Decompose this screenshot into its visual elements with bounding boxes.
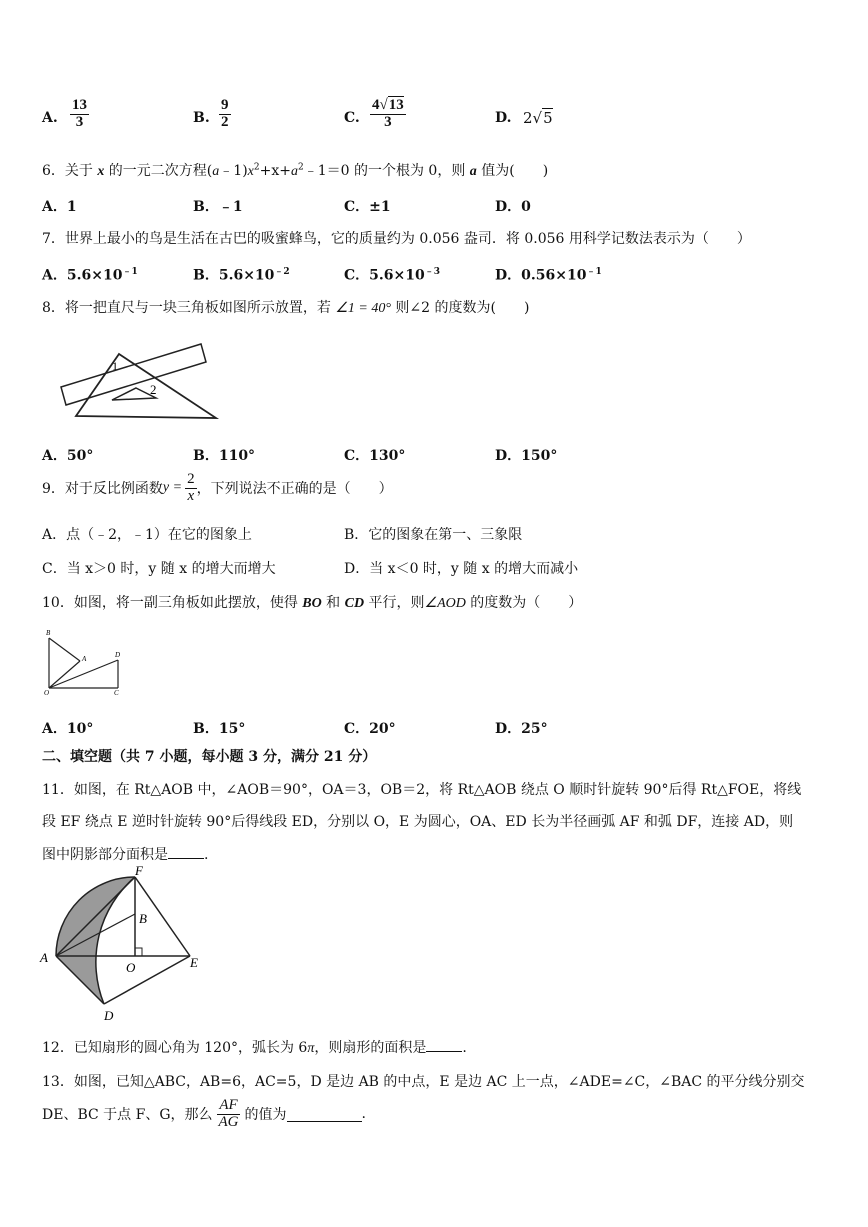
q9-stem: 9．对于反比例函数 y = $\frac{2}{x}$ ，下列说法不正确的是（ ） (42, 471, 393, 504)
option-c-label: C. (344, 110, 360, 126)
label-o: O (44, 689, 50, 697)
q10-option-d: D．25° (495, 721, 548, 737)
q9-option-a: A．点（﹣2，﹣1）在它的图象上 (42, 527, 252, 543)
q11-line-3: 图中阴影部分面积是 . (42, 847, 209, 863)
section-fill-in-title: 二、填空题（共 7 小题，每小题 3 分，满分 21 分） (42, 749, 377, 765)
q6-option-b: B．﹣1 (193, 199, 243, 215)
q8-option-c: C．130° (344, 448, 406, 464)
q6-option-c: C．±1 (344, 199, 391, 215)
q6-option-a: A．1 (42, 199, 77, 215)
q6-stem: 6．关于 x 的一元二次方程$(a﹣1)x^2+x+a^2﹣1=0$ 的一个根为 0，则 a 值为( ) (42, 162, 549, 179)
q11-answer-blank (168, 858, 204, 859)
q9-option-b: B．它的图象在第一、三象限 (344, 527, 523, 543)
label-d: D (115, 651, 121, 659)
q8-option-a: A．50° (42, 448, 94, 464)
q13-fraction: $\frac{AF}{AG}$ (218, 1097, 239, 1130)
q10-option-b: B．15° (193, 721, 246, 737)
option-c-fraction: $\frac{4√13}{3}$ (372, 97, 404, 130)
q8-option-d: D．150° (495, 448, 558, 464)
q10-option-a: A．10° (42, 721, 94, 737)
q7-option-c: C．$5.6\times 10^{﹣3}$ (344, 267, 440, 284)
q7-option-d: D．$0.56\times 10^{﹣1}$ (495, 267, 602, 284)
q8-option-b: B．110° (193, 448, 256, 464)
q7-option-a: A．$5.6\times 10^{﹣1}$ (42, 267, 138, 284)
q13-line-2: DE、BC 于点 F、G，那么 $\frac{AF}{AG}$ 的值为 . (42, 1097, 366, 1130)
angle-1-label: 1 (112, 359, 118, 373)
q9-option-c: C．当 x＞0 时，y 随 x 的增大而增大 (42, 561, 276, 577)
q13-line-1: 13．如图，已知△ABC，AB=6，AC=5，D 是边 AB 的中点，E 是边 AC 上一点，∠ADE=∠C，∠BAC 的平分线分别交 (42, 1074, 805, 1090)
q9-function-fraction: $\frac{2}{x}$ (187, 471, 195, 504)
label-b: B (139, 911, 147, 926)
q10-set-squares-figure (42, 628, 127, 698)
option-d-label: D. (495, 110, 512, 126)
q12-stem: 12．已知扇形的圆心角为 120°，弧长为 6π，则扇形的面积是 . (42, 1040, 467, 1056)
option-d-value: 2√5 (523, 109, 553, 127)
q8-stem: 8．将一把直尺与一块三角板如图所示放置，若 ∠1 = 40° 则∠2 的度数为( ) (42, 300, 530, 316)
q6-option-d: D．0 (495, 199, 531, 215)
option-b-label: B. (193, 110, 210, 126)
q11-figure (38, 866, 208, 1026)
q7-stem: 7．世界上最小的鸟是生活在古巴的吸蜜蜂鸟，它的质量约为 0.056 盎司．将 0.056 用科学记数法表示为（ ） (42, 231, 751, 247)
q12-answer-blank (426, 1051, 462, 1052)
option-a-fraction: $\frac{13}{3}$ (72, 97, 87, 130)
q11-line-2: 段 EF 绕点 E 逆时针旋转 90°后得线段 ED，分别以 O，E 为圆心，OA、ED 长为半径画弧 AF 和弧 DF，连接 AD，则 (42, 814, 794, 830)
shaded-region (56, 877, 135, 1004)
label-e: E (190, 955, 198, 970)
label-d: D (104, 1008, 114, 1023)
q8-ruler-triangle-figure (46, 338, 221, 422)
option-b-fraction: $\frac{9}{2}$ (221, 97, 229, 130)
label-a: A (40, 950, 48, 965)
q10-option-c: C．20° (344, 721, 396, 737)
q13-answer-blank (287, 1121, 362, 1122)
q10-stem: 10．如图，将一副三角板如此摆放，使得 BO 和 CD 平行，则∠AOD 的度数为（ ） (42, 595, 583, 611)
q9-option-d: D．当 x＜0 时，y 随 x 的增大而减小 (344, 561, 579, 577)
label-b: B (46, 629, 51, 637)
angle-2-label: 2 (150, 382, 157, 397)
q7-option-b: B．$5.6\times 10^{﹣2}$ (193, 267, 290, 284)
label-f: F (135, 866, 143, 878)
label-o: O (126, 960, 136, 975)
q11-line-1: 11．如图，在 Rt△AOB 中，∠AOB＝90°，OA＝3，OB＝2，将 Rt△AOB 绕点 O 顺时针旋转 90°后得 Rt△FOE，将线 (42, 782, 802, 798)
label-c: C (114, 689, 119, 697)
option-a-label: A. (42, 110, 58, 126)
label-a: A (82, 655, 87, 663)
ruler-shape (61, 344, 206, 405)
